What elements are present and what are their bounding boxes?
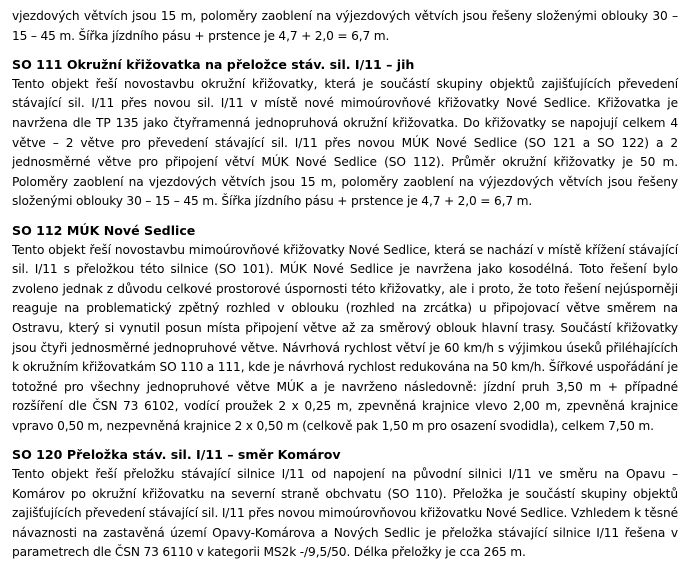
section-so-120 [12, 445, 678, 563]
section-heading: SO 111 Okružní křižovatka na přeložce stáv. sil. I/11 – jih [12, 57, 415, 73]
section-paragraph: Tento objekt řeší novostavbu okružní křižovatky, která je součástí skupiny objektů zajišťujících převedení stávající sil. I/11 přes novou sil. I/11 v místě nové mimoúrovňové křižovatky Nové Sedlice. Křižovatka je navržena dle TP 135 jako čtyřramenná jednopruhová okružní křižovatka. Do křižovatky se napojují celkem 4 větve – 2 větve pro převedení stávající sil. I/11 přes novou MÚK Nové Sedlice (SO 121 a SO 122) a 2 jednosměrné větve pro připojení větví MÚK Nové Sedlice (SO 112). Průměr okružní křižovatky je 50 m. Poloměry zaoblení na vjezdových větvích jsou 15 m, poloměry zaoblení na výjezdových větvích jsou řešeny složenými oblouky 30 – 15 – 45 m. Šířka jízdního pásu + prstence je 4,7 + 2,0 = 6,7 m. [12, 76, 678, 209]
section-paragraph: Tento objekt řeší novostavbu mimoúrovňové křižovatky Nové Sedlice, která se nachází v místě křížení stávající sil. I/11 s přeložkou této silnice (SO 101). MÚK Nové Sedlice je navržena jako kosodélná. Toto řešení bylo zvoleno jednak z důvodu celkové prostorové úspornosti této křižovatky, ale i proto, že toto řešení nejúsporněji reaguje na problematický zpětný rozhled v oblouku (rozhled na zrcátka) u připojovací větve směrem na Ostravu, který si vynutil posun místa připojení větve až za směrový oblouk hlavní trasy. Součástí křižovatky jsou čtyři jednosměrné jednopruhové větve. Návrhová rychlost větví je 60 km/h s výjimkou úseků přiléhajících k okružním křižovatkám SO 110 a 111, kde je návrhová rychlost redukována na 50 km/h. Šířkové uspořádání je totožné pro všechny jednopruhové větve MÚK a je navrženo následovně: jízdní pruh 3,50 m + případné rozšíření dle ČSN 73 6102, vodící proužek 2 x 0,25 m, zpevněná krajnice vlevo 2,00 m, zpevněná krajnice vpravo 0,50 m, nezpevněná krajnice 2 x 0,50 m (celkově pak 1,50 m pro osazení svodidla), celkem 7,50 m. [12, 242, 678, 433]
intro-paragraph: vjezdových větvích jsou 15 m, poloměry zaoblení na výjezdových větvích jsou řešeny složenými oblouky 30 – 15 – 45 m. Šířka jízdního pásu + prstence je 4,7 + 2,0 = 6,7 m. [12, 9, 678, 43]
section-spacer [12, 46, 678, 55]
section-so-112 [12, 221, 678, 437]
document-page [12, 0, 678, 563]
section-so-111 [12, 55, 678, 212]
section-paragraph: Tento objekt řeší přeložku stávající silnice I/11 od napojení na původní silnici I/11 ve směru na Opavu – Komárov po okružní křižovatku na severní straně obchvatu (SO 110). Přeložka je součástí skupiny objektů zajišťujících převedení stávající sil. I/11 přes novou mimoúrovňovou křižovatku Nové Sedlice. Vzhledem k těsné návaznosti na zastavěná území Opavy-Komárova a Nových Sedlic je přeložka stávající silnice I/11 řešena v parametrech dle ČSN 73 6110 v kategorii MS2k -/9,5/50. Délka přeložky je cca 265 m. [12, 467, 678, 560]
section-heading: SO 120 Přeložka stáv. sil. I/11 – směr Komárov [12, 447, 341, 463]
section-spacer [12, 212, 678, 221]
section-heading: SO 112 MÚK Nové Sedlice [12, 222, 196, 238]
section-spacer [12, 436, 678, 445]
